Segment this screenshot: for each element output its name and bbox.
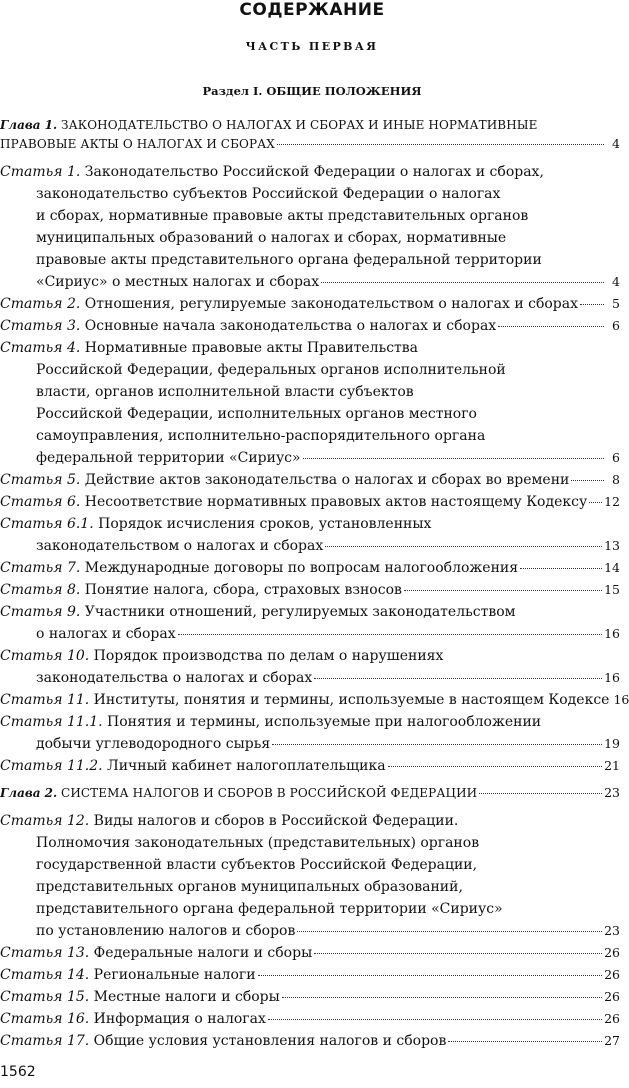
toc-entry-number: Статья 15. (0, 989, 90, 1005)
toc-article[interactable] (0, 755, 620, 777)
toc-page-number: 15 (604, 582, 620, 597)
toc-entry-title-line: Основные начала законодательства о налогах и сборах (84, 318, 497, 334)
section-heading: Раздел I. ОБЩИЕ ПОЛОЖЕНИЯ (202, 84, 422, 98)
toc-entry-number: Статья 6.1. (0, 516, 94, 532)
toc-page-number: 6 (612, 318, 620, 333)
toc-article[interactable] (0, 810, 620, 942)
dot-leader (268, 1019, 602, 1020)
toc-entry-title-line: Участники отношений, регулируемых законодательством (84, 604, 516, 620)
toc-page-number: 26 (604, 1011, 620, 1026)
toc-entry-number: Статья 12. (0, 813, 90, 829)
toc-page-number: 16 (613, 692, 629, 707)
toc-entry-title-line: и сборах, нормативные правовые акты представительных органов (36, 208, 529, 224)
dot-leader (325, 546, 602, 547)
toc-entry-number: Статья 11. (0, 692, 90, 708)
dot-leader (479, 793, 602, 794)
toc-entry-title-line: Российской Федерации, исполнительных органов местного (36, 406, 477, 422)
dot-leader (303, 458, 604, 459)
toc-entry-number: Статья 9. (0, 604, 81, 620)
toc-entry-title-line: Отношения, регулируемые законодательством о налогах и сборах (84, 296, 578, 312)
toc-entry-number: Глава 1. (0, 118, 58, 132)
toc-entry-title-line: Полномочия законодательных (представительных) органов (36, 835, 480, 851)
toc-article[interactable] (0, 579, 620, 601)
dot-leader (571, 480, 604, 481)
toc-page-number: 26 (604, 967, 620, 982)
toc-entry-number: Статья 17. (0, 1033, 90, 1049)
toc-entry-title-line: Региональные налоги (93, 967, 256, 983)
dot-leader (297, 931, 602, 932)
toc-page-number: 6 (612, 450, 620, 465)
dot-leader (314, 678, 602, 679)
toc-chapter[interactable] (0, 115, 620, 153)
toc-article[interactable] (0, 942, 620, 964)
dot-leader (498, 326, 604, 327)
toc-entry-number: Статья 10. (0, 648, 90, 664)
toc-entry-title-line: о налогах и сборах (36, 626, 176, 642)
toc-page-number: 13 (604, 538, 620, 553)
toc-entry-title-line: Местные налоги и сборы (93, 989, 280, 1005)
toc-page-number: 23 (604, 785, 620, 800)
toc-entry-title-line: Несоответствие нормативных правовых актов настоящему Кодексу (84, 494, 588, 510)
toc-entry-title-line: ЗАКОНОДАТЕЛЬСТВО О НАЛОГАХ И СБОРАХ И ИНЫЕ НОРМАТИВНЫЕ (61, 118, 538, 132)
toc-entry-title-line: Информация о налогах (93, 1011, 266, 1027)
toc-article[interactable] (0, 1008, 620, 1030)
toc-entry-number: Глава 2. (0, 786, 58, 800)
dot-leader (388, 766, 603, 767)
toc-page-number: 12 (604, 494, 620, 509)
toc-entry-number: Статья 16. (0, 1011, 90, 1027)
toc-article[interactable] (0, 293, 620, 315)
table-of-contents (0, 115, 629, 1052)
toc-entry-number: Статья 7. (0, 560, 81, 576)
toc-entry-title-line: Международные договоры по вопросам налогообложения (84, 560, 519, 576)
toc-page-number: 27 (604, 1033, 620, 1048)
dot-leader (258, 975, 603, 976)
page-title: СОДЕРЖАНИЕ (239, 0, 385, 20)
toc-page-number: 26 (604, 945, 620, 960)
toc-article[interactable] (0, 601, 620, 645)
toc-entry-title-line: представительного органа федеральной территории «Сириус» (36, 901, 503, 917)
toc-entry-number: Статья 6. (0, 494, 81, 510)
dot-leader (404, 590, 602, 591)
toc-entry-title-line: Личный кабинет налогоплательщика (107, 758, 386, 774)
toc-page-number: 4 (612, 274, 620, 289)
toc-entry-title-line: муниципальных образований о налогах и сборах, нормативные (36, 230, 507, 246)
dot-leader (580, 304, 604, 305)
dot-leader (277, 144, 604, 145)
toc-entry-number: Статья 5. (0, 472, 81, 488)
toc-article[interactable] (0, 161, 620, 293)
toc-entry-title-line: федеральной территории «Сириус» (36, 450, 301, 466)
page-number: 1562 (0, 1064, 36, 1080)
toc-entry-title-line: Порядок исчисления сроков, установленных (98, 516, 432, 532)
toc-entry-number: Статья 13. (0, 945, 90, 961)
toc-page-number: 4 (612, 136, 620, 151)
toc-page-number: 21 (604, 758, 620, 773)
toc-page-number: 23 (604, 923, 620, 938)
toc-entry-title-line: Законодательство Российской Федерации о налогах и сборах, (84, 164, 544, 180)
toc-entry-title-line: Действие актов законодательства о налогах и сборах во времени (84, 472, 570, 488)
toc-entry-title-line: законодательство субъектов Российской Федерации о налогах (36, 186, 501, 202)
toc-entry-number: Статья 14. (0, 967, 90, 983)
toc-entry-title-line: СИСТЕМА НАЛОГОВ И СБОРОВ В РОССИЙСКОЙ ФЕДЕРАЦИИ (61, 786, 478, 800)
toc-entry-number: Статья 8. (0, 582, 81, 598)
toc-entry-title-line: власти, органов исполнительной власти субъектов (36, 384, 414, 400)
toc-page-number: 5 (612, 296, 620, 311)
toc-entry-number: Статья 11.1. (0, 714, 103, 730)
dot-leader (282, 997, 602, 998)
toc-entry-title-line: правовые акты представительного органа федеральной территории (36, 252, 542, 268)
toc-article[interactable] (0, 1030, 620, 1052)
toc-page-number: 8 (612, 472, 620, 487)
toc-article[interactable] (0, 491, 620, 513)
toc-article[interactable] (0, 469, 620, 491)
toc-entry-title-line: по установлению налогов и сборов (36, 923, 296, 939)
dot-leader (520, 568, 602, 569)
dot-leader (321, 282, 604, 283)
toc-entry-title-line: законодательства о налогах и сборах (36, 670, 313, 686)
toc-entry-title-line: Институты, понятия и термины, используемые в настоящем Кодексе (93, 692, 610, 708)
toc-entry-title-line: государственной власти субъектов Российской Федерации, (36, 857, 478, 873)
toc-entry-title-line: добычи углеводородного сырья (36, 736, 271, 752)
toc-page-number: 16 (604, 670, 620, 685)
toc-entry-number: Статья 2. (0, 296, 81, 312)
toc-entry-title-line: ПРАВОВЫЕ АКТЫ О НАЛОГАХ И СБОРАХ (0, 137, 275, 151)
toc-article[interactable] (0, 513, 620, 557)
dot-leader (448, 1041, 602, 1042)
toc-entry-title-line: представительных органов муниципальных образований, (36, 879, 463, 895)
dot-leader (589, 502, 602, 503)
toc-entry-title-line: Виды налогов и сборов в Российской Федерации. (93, 813, 459, 829)
toc-entry-title-line: Порядок производства по делам о нарушениях (93, 648, 444, 664)
toc-article[interactable] (0, 986, 620, 1008)
toc-entry-title-line: «Сириус» о местных налогах и сборах (36, 274, 320, 290)
toc-article[interactable] (0, 964, 620, 986)
toc-entry-title-line: законодательством о налогах и сборах (36, 538, 324, 554)
toc-entry-title-line: Нормативные правовые акты Правительства (84, 340, 419, 356)
dot-leader (314, 953, 602, 954)
toc-article[interactable] (0, 557, 620, 579)
toc-chapter[interactable] (0, 783, 620, 802)
toc-entry-title-line: Российской Федерации, федеральных органов исполнительной (36, 362, 506, 378)
part-heading: ЧАСТЬ ПЕРВАЯ (245, 40, 379, 53)
toc-page-number: 16 (604, 626, 620, 641)
toc-entry-title-line: Понятие налога, сбора, страховых взносов (84, 582, 402, 598)
toc-entry-title-line: самоуправления, исполнительно-распорядительного органа (36, 428, 486, 444)
toc-entry-number: Статья 4. (0, 340, 81, 356)
toc-article[interactable] (0, 315, 620, 337)
toc-entry-title-line: Федеральные налоги и сборы (93, 945, 313, 961)
toc-article[interactable] (0, 337, 620, 469)
dot-leader (272, 744, 602, 745)
toc-entry-number: Статья 3. (0, 318, 81, 334)
toc-page-number: 14 (604, 560, 620, 575)
toc-entry-title-line: Понятия и термины, используемые при налогообложении (107, 714, 542, 730)
toc-article[interactable] (0, 689, 629, 711)
dot-leader (178, 634, 603, 635)
toc-article[interactable] (0, 711, 620, 755)
toc-entry-title-line: Общие условия установления налогов и сборов (93, 1033, 447, 1049)
toc-entry-number: Статья 1. (0, 164, 81, 180)
toc-article[interactable] (0, 645, 620, 689)
toc-entry-number: Статья 11.2. (0, 758, 103, 774)
toc-page-number: 26 (604, 989, 620, 1004)
toc-page-number: 19 (604, 736, 620, 751)
